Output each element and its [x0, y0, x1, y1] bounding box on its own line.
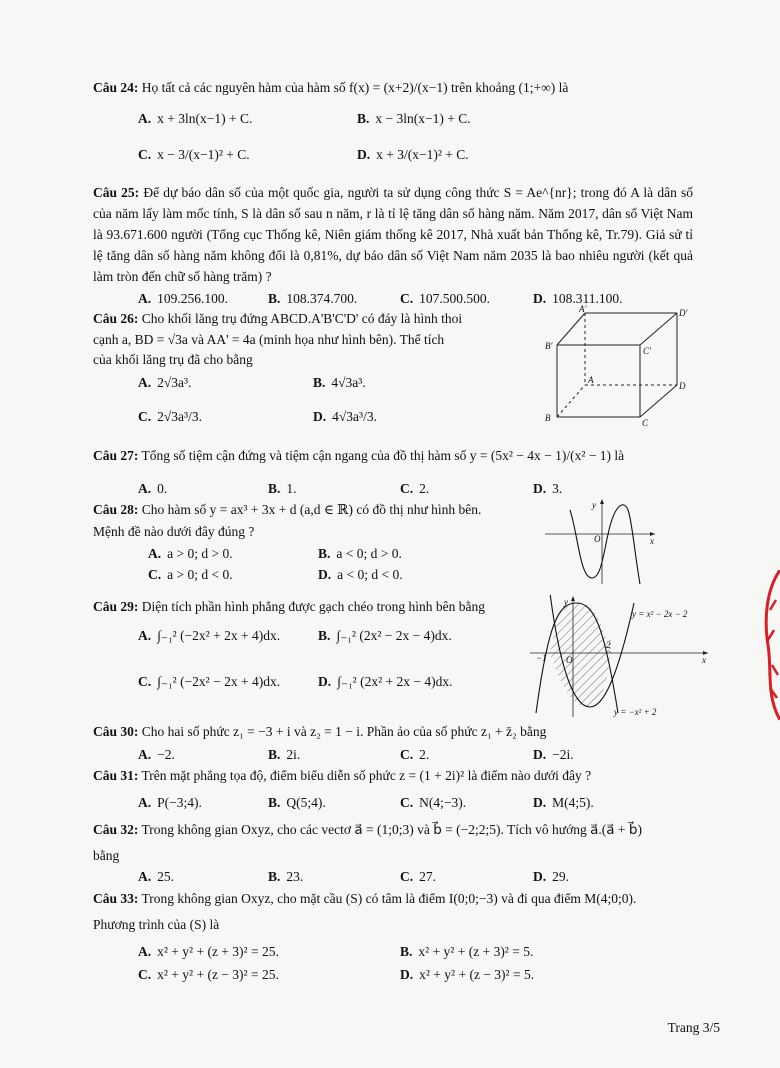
q33-line2: Phương trình của (S) là	[93, 917, 220, 932]
area-label-o: O	[566, 655, 573, 665]
q32-option-c: C. 27.	[400, 869, 436, 884]
q30-option-b: B. 2i.	[268, 747, 301, 762]
label-b-prime: B'	[545, 341, 553, 351]
q28-line1: Câu 28: Cho hàm số y = ax³ + 3x + d (a,d ∈ ℝ) có đồ thị như hình bên.	[93, 502, 482, 517]
area-graph-figure	[528, 595, 718, 720]
q26-line2: cạnh a, BD = √3a và AA' = 4a (minh họa như hình bên). Thể tích	[93, 332, 445, 347]
q33-label: Câu 33:	[93, 891, 139, 906]
q33-line1: Câu 33: Trong không gian Oxyz, cho mặt cầu (S) có tâm là điểm I(0;0;−3) và đi qua điểm M(4;0;0).	[93, 891, 637, 906]
q24-option-d: D. x + 3/(x−1)² + C.	[357, 147, 469, 162]
q25-option-c: C. 107.500.500.	[400, 291, 490, 306]
q31-option-c: C. N(4;−3).	[400, 795, 467, 810]
q26-option-c: C. 2√3a³/3.	[138, 409, 202, 424]
q27-text: Tổng số tiệm cận đứng và tiệm cận ngang của đồ thị hàm số y = (5x² − 4x − 1)/(x² − 1) là	[141, 448, 625, 463]
red-stamp-icon	[758, 570, 780, 720]
q29-option-d: D. ∫₋₁² (2x² + 2x − 4)dx.	[318, 674, 453, 689]
area-label-x: x	[702, 655, 706, 665]
q31-stem	[93, 766, 591, 786]
q31-text: Trên mặt phẳng tọa độ, điểm biểu diễn số phức z = (1 + 2i)² là điểm nào dưới đây ?	[141, 768, 592, 783]
cubic-label-y: y	[592, 500, 596, 510]
area-label-curve1: y = x² − 2x − 2	[632, 609, 688, 619]
q25-label: Câu 25:	[93, 185, 140, 200]
cubic-label-o: O	[594, 534, 601, 544]
q33-option-c: C. x² + y² + (z − 3)² = 25.	[138, 967, 279, 982]
q27-option-a: A. 0.	[138, 481, 168, 496]
q24-option-c: C. x − 3/(x−1)² + C.	[138, 147, 250, 162]
q28-option-a: A. a > 0; d > 0.	[148, 546, 233, 561]
q25-text: Để dự báo dân số của một quốc gia, người ta sử dụng công thức S = Ae^{nr}; trong đó A là dân số của năm lấy làm mốc tính, S là dân số sau n năm, r là tỉ lệ tăng dân số hàng năm. Năm 2017, dân số Việt Nam là 93.671.600 người (Tổng cục Thống kê, Niên giám thống kê 2017, Nhà xuất bản Thống kê, Tr.79). Giả sử tỉ lệ tăng dân số hàng năm không đổi là 0,81%, dự báo dân số Việt Nam năm 2035 là bao nhiêu người (kết quả làm tròn đến chữ số hàng trăm) ?	[93, 185, 694, 284]
area-label-minus1: −1	[536, 653, 547, 663]
q27-option-b: B. 1.	[268, 481, 297, 496]
q33-option-b: B. x² + y² + (z + 3)² = 5.	[400, 944, 534, 959]
q26-option-d: D. 4√3a³/3.	[313, 409, 377, 424]
q28-line2: Mệnh đề nào dưới đây đúng ?	[93, 524, 255, 539]
q30-option-d: D. −2i.	[533, 747, 574, 762]
q24-stem	[93, 78, 568, 98]
q30-option-a: A. −2.	[138, 747, 175, 762]
q25-option-d: D. 108.311.100.	[533, 291, 623, 306]
q25-option-a: A. 109.256.100.	[138, 291, 228, 306]
prism-figure	[535, 305, 695, 430]
label-a-prime: A'	[579, 305, 587, 314]
q32-line1: Câu 32: Trong không gian Oxyz, cho các vectơ a⃗ = (1;0;3) và b⃗ = (−2;2;5). Tích vô hướng a⃗.(a⃗ + b⃗)	[93, 822, 642, 837]
label-d: D	[679, 381, 686, 391]
q24-option-b: B. x − 3ln(x−1) + C.	[357, 111, 471, 126]
label-c-prime: C'	[643, 346, 651, 356]
q30-option-c: C. 2.	[400, 747, 430, 762]
q27-label: Câu 27:	[93, 448, 139, 463]
q24-option-a: A. x + 3ln(x−1) + C.	[138, 111, 253, 126]
cubic-label-x: x	[650, 536, 654, 546]
q31-option-d: D. M(4;5).	[533, 795, 594, 810]
q26-option-b: B. 4√3a³.	[313, 375, 366, 390]
q32-option-a: A. 25.	[138, 869, 174, 884]
cubic-graph-figure	[540, 496, 665, 586]
q30-text: Cho hai số phức z₁ = −3 + i và z₂ = 1 − i. Phần ảo của số phức z₁ + z̄₂ bằng	[141, 724, 547, 739]
q25-stem	[93, 182, 693, 287]
q30-label: Câu 30:	[93, 724, 139, 739]
q29-label: Câu 29:	[93, 599, 139, 614]
q27-stem	[93, 446, 624, 466]
q33-option-a: A. x² + y² + (z + 3)² = 25.	[138, 944, 279, 959]
q26-line3: của khối lăng trụ đã cho bằng	[93, 352, 253, 367]
q28-option-b: B. a < 0; d > 0.	[318, 546, 402, 561]
q25-option-b: B. 108.374.700.	[268, 291, 358, 306]
area-label-two: 2	[606, 640, 611, 650]
page-number: Trang 3/5	[667, 1020, 720, 1035]
q32-line2: bằng	[93, 848, 120, 863]
q32-label: Câu 32:	[93, 822, 139, 837]
q29-text: Diện tích phần hình phẳng được gạch chéo trong hình bên bằng	[141, 599, 486, 614]
q29-option-c: C. ∫₋₁² (−2x² − 2x + 4)dx.	[138, 674, 281, 689]
q30-stem	[93, 722, 546, 742]
q33-option-d: D. x² + y² + (z − 3)² = 5.	[400, 967, 535, 982]
q31-option-a: A. P(−3;4).	[138, 795, 202, 810]
q31-label: Câu 31:	[93, 768, 139, 783]
area-label-y: y	[564, 597, 568, 607]
q26-option-a: A. 2√3a³.	[138, 375, 192, 390]
q24-text: Họ tất cả các nguyên hàm của hàm số f(x) = (x+2)/(x−1) trên khoảng (1;+∞) là	[141, 80, 569, 95]
q31-option-b: B. Q(5;4).	[268, 795, 326, 810]
q32-option-b: B. 23.	[268, 869, 304, 884]
area-label-curve2: y = −x² + 2	[614, 707, 657, 717]
q27-option-c: C. 2.	[400, 481, 430, 496]
q28-option-c: C. a > 0; d < 0.	[148, 567, 233, 582]
q26-line1: Câu 26: Cho khối lăng trụ đứng ABCD.A'B'C'D' có đáy là hình thoi	[93, 311, 463, 326]
label-c: C	[642, 418, 649, 428]
q28-option-d: D. a < 0; d < 0.	[318, 567, 403, 582]
q24-label: Câu 24:	[93, 80, 139, 95]
q26-label: Câu 26:	[93, 311, 139, 326]
q27-option-d: D. 3.	[533, 481, 563, 496]
label-a: A	[588, 375, 594, 385]
q32-option-d: D. 29.	[533, 869, 569, 884]
label-d-prime: D'	[679, 308, 688, 318]
q29-stem	[93, 597, 485, 617]
q28-label: Câu 28:	[93, 502, 139, 517]
label-b: B	[545, 413, 551, 423]
q29-option-b: B. ∫₋₁² (2x² − 2x − 4)dx.	[318, 628, 452, 643]
q29-option-a: A. ∫₋₁² (−2x² + 2x + 4)dx.	[138, 628, 281, 643]
